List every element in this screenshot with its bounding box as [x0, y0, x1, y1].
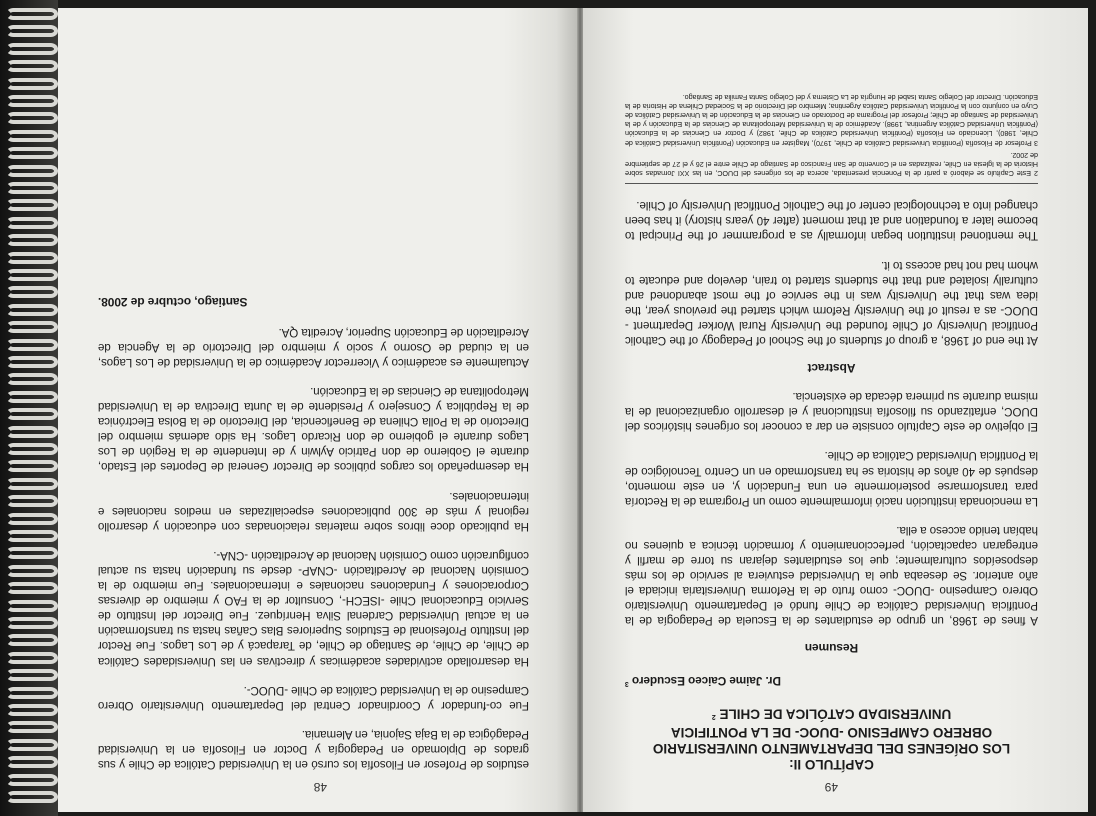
binding-ring: [6, 774, 58, 786]
binding-ring: [6, 756, 58, 768]
binding-ring: [6, 617, 58, 629]
binding-ring: [6, 339, 58, 351]
binding-ring: [6, 391, 58, 403]
chapter-title-line: OBRERO CAMPESINO -DUOC- DE LA PONTIFICIA: [670, 725, 993, 740]
binding-ring: [6, 165, 58, 177]
resumen-paragraph: El objetivo de este Capítulo consiste en dar a conocer los orígenes históricos del DUOC, enfatizando su filosofía institucional y el desarrollo organizacional de la misma durante su primera década de existencia.: [625, 390, 1038, 434]
binding-ring: [6, 460, 58, 472]
binding-ring: [6, 443, 58, 455]
binding-ring: [6, 217, 58, 229]
page-gutter: [577, 8, 583, 812]
footnotes: [625, 92, 1038, 184]
binding-ring: [6, 130, 58, 142]
right-page: [583, 8, 1088, 812]
signoff: Santiago, octubre de 2008.: [98, 294, 248, 309]
chapter-title-line: LOS ORÍGENES DEL DEPARTAMENTO UNIVERSITARIO: [652, 741, 1011, 756]
binding-ring: [6, 600, 58, 612]
spiral-binding: [0, 0, 58, 816]
bio-paragraph: Fue co-fundador y Coordinador Central del Departamento Universitario Obrero Campesino de la Universidad Católica de Chile -DUOC-.: [98, 683, 529, 712]
book-spread: [58, 8, 1088, 812]
footnote-ref: 3: [625, 680, 629, 688]
binding-ring: [6, 147, 58, 159]
binding-ring: [6, 669, 58, 681]
binding-ring: [6, 478, 58, 490]
binding-ring: [6, 321, 58, 333]
binding-ring: [6, 582, 58, 594]
binding-ring: [6, 791, 58, 803]
binding-ring: [6, 687, 58, 699]
page-number: 48: [313, 780, 327, 794]
binding-ring: [6, 112, 58, 124]
binding-ring: [6, 234, 58, 246]
footnote: 2 Este Capítulo se elaboró a partir de la Ponencia presentada, acerca de los orígenes del DUOC, en las XXI Jornadas sobre Historia de la Iglesia en Chile, realizadas en el Convento de San Francisco de Santiago de Chile entre el 26 y el 27 de septiembre de 2002.: [625, 150, 1038, 179]
abstract-heading: Abstract: [807, 361, 856, 376]
binding-ring: [6, 95, 58, 107]
binding-ring: [6, 252, 58, 264]
bio-paragraph: Ha desarrollado actividades académicas y directivas en las Universidades Católica de Chile, de Chile, de Santiago de Chile, de Tarapacá y de Los Lagos. Fue Rector del Instituto Profesional de Estudios Superiores Blas Cañas hasta su transformación en la actual Universidad Cardenal Silva Henríquez. Fue Director del Instituto de Servicio Educacional Chile -ISECH-, Consultor de la FAO y miembro de diversas Corporaciones y Fundaciones nacionales e internacionales. Fue miembro de la Comisión Nacional de Acreditación -CNAP- desde su fundación hasta su actual configuración como Comisión Nacional de Acreditación -CNA-.: [98, 548, 529, 668]
binding-ring: [6, 634, 58, 646]
binding-ring: [6, 43, 58, 55]
chapter-title: [625, 706, 1038, 773]
chapter-title-line: CAPÍTULO II:: [789, 757, 874, 772]
author-name: [625, 673, 1038, 691]
binding-ring: [6, 495, 58, 507]
binding-ring: [6, 25, 58, 37]
resumen-paragraph: A fines de 1968, un grupo de estudiantes de la Escuela de Pedagogía de la Pontificia Universidad Católica de Chile fundó el Departamento Universitario Obrero Campesino -DUOC- como fruto de la Reforma Universitaria iniciada el año anterior. Se deseaba que la Universidad estuviera al servicio de los más desposeídos culturalmente; que los estudiantes dejaran su torre de marfil y entregaran capacitación, perfeccionamiento y formación técnica a quienes no habían tenido acceso a ella.: [625, 523, 1038, 628]
binding-ring: [6, 547, 58, 559]
page-number: 49: [824, 780, 838, 794]
bio-paragraph: estudios de Profesor en Filosofía los cursó en la Universidad Católica de Chile y sus grados de Diplomado en Pedagogía y Doctor en Filosofía en la Universidad Pedagógica de la Baja Sajonia, en Alemania.: [98, 727, 529, 771]
binding-ring: [6, 721, 58, 733]
binding-ring: [6, 652, 58, 664]
abstract-paragraph: The mentioned institution began informally as a programmer of the Principal to become later a foundation and at that moment (after 40 years history) it has been changed into a technological center of the Catholic Pontifical University of Chile.: [625, 199, 1038, 243]
bio-paragraph: Ha desempeñado los cargos públicos de Director General de Deportes del Estado, durante el Gobierno de don Patricio Aylwin y de Intendente de la Región de Los Lagos durante el gobierno de don Ricardo Lagos. Ha sido además miembro del Directorio de la Polla Chilena de Beneficencia, del Directorio de la Bolsa Electrónica de la República y Consejero y Presidente de la Junta Directiva de la Universidad Metropolitana de Ciencias de la Educación.: [98, 385, 529, 474]
binding-ring: [6, 426, 58, 438]
binding-ring: [6, 356, 58, 368]
chapter-title-line: [625, 706, 1038, 725]
binding-ring: [6, 704, 58, 716]
binding-ring: [6, 373, 58, 385]
resumen-paragraph: La mencionada institución nació informalmente como un Programa de la Rectoría para transformarse posteriormente en una Fundación y, en este momento, después de 40 años de historia se ha transformado en un Centro Tecnológico de la Pontificia Universidad Católica de Chile.: [625, 449, 1038, 508]
binding-ring: [6, 8, 58, 20]
abstract-paragraph: At the end of 1968, a group of students of the School of Pedagogy of the Catholic Pontifical University of Chile founded the University Rural Worker Department -DUOC- as a result of the University Reform which started the previous year, the idea was that the University was in the service of the most abandoned and culturally isolated and that the students started to train, develop and educate to whom had not had access to it.: [625, 258, 1038, 347]
resumen-heading: Resumen: [804, 641, 859, 656]
bio-paragraph: Ha publicado doce libros sobre materias relacionadas con educación y desarrollo regional y más de 300 publicaciones especializadas en medios nacionales e internacionales.: [98, 489, 529, 533]
binding-ring: [6, 739, 58, 751]
binding-ring: [6, 269, 58, 281]
binding-ring: [6, 286, 58, 298]
binding-ring: [6, 513, 58, 525]
binding-ring: [6, 182, 58, 194]
binding-ring: [6, 78, 58, 90]
binding-ring: [6, 304, 58, 316]
left-page: [58, 8, 577, 812]
binding-ring: [6, 199, 58, 211]
binding-ring: [6, 530, 58, 542]
author-text: Dr. Jaime Caiceo Escudero: [631, 674, 781, 689]
binding-ring: [6, 60, 58, 72]
bio-paragraph: Actualmente es académico y Vicerrector Académico de la Universidad de Los Lagos, en la ciudad de Osorno y socio y miembro del Directorio de la Agencia de Acreditación de Educación Superior, Acredita QA.: [98, 325, 529, 369]
chapter-title-text: UNIVERSIDAD CATÓLICA DE CHILE: [719, 706, 952, 722]
binding-ring: [6, 408, 58, 420]
footnote: 3 Profesor de Filosofía (Pontificia Universidad Católica de Chile, 1970), Magíster en Educación (Pontificia Universidad Católica de Chile, 1980), Licenciado en Filosofía (Pontificia Universidad Católica de Chile, 1982) y Doctor en Ciencias de la Educación (Pontificia Universidad Católica Argentina, 1998). Académico de la Universidad Metropolitana de Ciencias de la Educación y de la Universidad de Santiago de Chile; Profesor del Programa de Doctorado en Ciencias de la Educación de la Universidad Católica de Cuyo en conjunto con la Pontificia Universidad Católica Argentina; Miembro del Directorio de la Sociedad Chilena de Historia de la Educación. Director del Colegio Santa Isabel de Hungría de La Cisterna y del Colegio Santa Familia de Santiago.: [625, 92, 1038, 148]
binding-ring: [6, 565, 58, 577]
footnote-ref: 2: [711, 713, 716, 720]
